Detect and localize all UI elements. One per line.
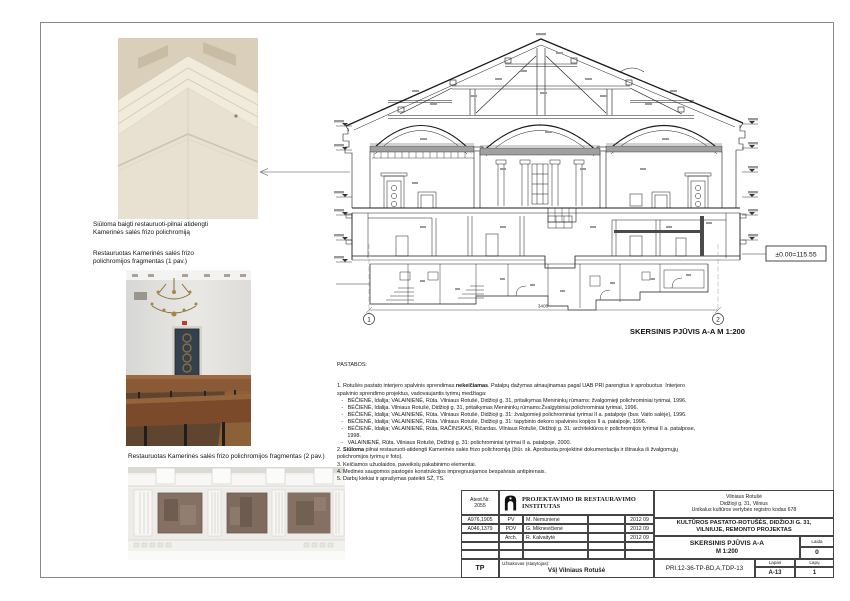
cert-3	[461, 533, 499, 542]
caption-photo-1-line1: Siūloma baigti restauruoti-pilnai atidengti	[93, 221, 209, 228]
sheet-scale: M 1:200	[715, 548, 738, 555]
note-line: polichromijos tyrimų ir foto).	[337, 454, 403, 461]
empty-row2-c4	[588, 550, 625, 559]
atest-label: Atest.Nr.	[470, 496, 490, 503]
sign-2	[588, 524, 625, 533]
object-cell	[654, 490, 834, 518]
empty-row2-c2	[499, 550, 523, 559]
name-2: G. Miknevičienė	[523, 524, 588, 533]
cert-1: A976,1905	[461, 515, 499, 524]
note-line: - BĖČIENĖ, Idalija; VALAINIENĖ, Rūta. Vilniaus Rotušė, Didžioji g. 31: žvalgomieji polichrominiai tyrimai II a. patalpoje (buv. Vaito salėje), 1996.	[337, 411, 687, 418]
object-line2: Didžioji g. 31, Vilnius	[720, 500, 768, 507]
photo-reference-arrow	[260, 169, 350, 176]
client-label: Užsakovas (statytojas):	[502, 561, 550, 566]
laida-label: Laida	[800, 536, 834, 547]
caption-photo-2-line2: polichromijos fragmentas (1 pav.)	[93, 258, 188, 265]
photo-ceiling-cornice-image	[118, 38, 258, 219]
title-block	[461, 490, 834, 578]
level-markers	[334, 118, 766, 284]
institute-name: PROJEKTAVIMO IR RESTAURAVIMO INSTITUTAS	[522, 495, 636, 510]
stage-cell: TP	[461, 559, 499, 578]
role-3: Arch.	[499, 533, 523, 542]
caption-photo-2	[93, 250, 263, 266]
client-name: VšĮ Vilniaus Rotušė	[547, 567, 606, 574]
atest-cell	[461, 490, 499, 515]
roof-outline	[346, 39, 743, 131]
project-line2: VILNIUJE, REMONTO PROJEKTAS	[696, 527, 792, 533]
note-line: 2. Siūloma pilnai restauruoti-atidengti Kamerinės salės frizo polichromiją (žiūr. sk. Aprobuota projektinė dokumentacija ir ištrauka iš žvalgomųjų	[337, 447, 678, 454]
dimension-marks	[412, 33, 712, 292]
doc-number: PRI.12-36-TP-BD,A,TDP-13	[654, 559, 755, 578]
lapas-value: A-13	[755, 567, 795, 578]
note-line: - BĖČIENĖ, Idalija; VALAINIENĖ, Rūta. Vilniaus Rotušė, Didžioji g. 31, pritaikymas Menininkų rūmams: žvalgomieji polichrominiai tyrimai, 1996.	[337, 397, 687, 404]
date-2: 2012 09	[625, 524, 654, 533]
role-2: PDV	[499, 524, 523, 533]
notes-lines	[337, 383, 745, 482]
date-3: 2012 09	[625, 533, 654, 542]
lapu-label: Lapų	[795, 559, 834, 567]
grid-axis-1-label: 1	[367, 316, 371, 324]
first-floor	[346, 213, 746, 268]
caption-photo-2-line1: Restauruotas Kamerinės salės frizo	[93, 250, 194, 257]
empty-row2-c3	[523, 550, 588, 559]
date-1: 2012 09	[625, 515, 654, 524]
hall-interiors	[381, 160, 711, 208]
note-line: 3. Keičiamos užuolaidos, paveikslų pakabinimo elementai.	[337, 461, 477, 468]
project-line1: KULTŪROS PASTATO-ROTUŠĖS, DIDŽIOJI G. 31,	[676, 520, 812, 527]
photo-frieze-panels	[128, 467, 345, 560]
empty-row1-c5	[625, 542, 654, 550]
level-mark-text: ±0.00=115.55	[775, 251, 817, 259]
empty-row1-c1	[461, 542, 499, 550]
object-line1: Vilniaus Rotušė	[726, 494, 762, 501]
empty-row2-c1	[461, 550, 499, 559]
note-line: 1998.	[337, 433, 361, 440]
name-1: M. Nemunienė	[523, 515, 588, 524]
dentil-row	[372, 152, 474, 158]
note-line: 5. Darbų kiekiai ir aprašymas pateikti SŽ, TS.	[337, 475, 445, 482]
name-3: R. Kalvaitytė	[523, 533, 588, 542]
sheet-name: SKERSINIS PJŪVIS A-A	[689, 539, 765, 547]
institute-logo-icon	[503, 494, 518, 512]
empty-row1-c3	[523, 542, 588, 550]
caption-photo-3-line: Restauruotas Kamerinės salės frizo polichromijos fragmentas (2 pav.)	[128, 453, 325, 460]
sign-1	[588, 515, 625, 524]
notes-block	[337, 348, 745, 490]
caption-photo-1	[93, 221, 263, 237]
note-line: 4. Medinės saugomos pastogės konstrukcijos impregnuojamos bespalviais antipirenais.	[337, 468, 546, 475]
section-caption: SKERSINIS PJŪVIS A-A M 1:200	[629, 327, 745, 336]
lapas-label: Lapas	[755, 559, 795, 567]
empty-row1-c4	[588, 542, 625, 550]
photo-frieze-panels-image	[128, 467, 345, 560]
note-line: - BĖČIENĖ, Idalija. Vilniaus Rotušė, Didžioji g. 31, pritaikymas Menininkų rūmams:Žvalgybiniai polichrominiai tyrimai, 1996.	[337, 404, 638, 411]
cert-2: A046,1379	[461, 524, 499, 533]
photo-hall-interior	[126, 270, 251, 446]
note-line: - BĖČIENĖ, Idalija; VALAINIENĖ, Rūta. Vilniaus Rotušė, Didžioji g. 31: tapybinio dekoro spalvinės kopijos II a. patalpoje, 1996.	[337, 418, 647, 425]
role-1: PV	[499, 515, 523, 524]
note-line: 1. Rotušės pastato interjero spalvinis sprendimas nekeičiamas. Patalpų dažymas atnaujinamas pagal UAB PRI parengtus ir aprobuotus Interjero	[337, 383, 685, 390]
grid-axis-2-label: 2	[716, 316, 720, 324]
notes-title: PASTABOS:	[337, 362, 367, 369]
laida-value: 0	[800, 547, 834, 559]
sheet-name-cell	[654, 536, 800, 559]
institute-cell	[499, 490, 654, 515]
note-line: - VALAINIENĖ, Rūta. Vilniaus Rotušė, Didžioji g. 31: polichrominiai tyrimai II a. patalpoje, 2000.	[337, 440, 572, 447]
dimension-total-label: 3408	[537, 303, 549, 309]
empty-row2-c5	[625, 550, 654, 559]
sign-3	[588, 533, 625, 542]
photo-hall-interior-image	[126, 270, 251, 446]
client-cell	[499, 559, 654, 578]
empty-row1-c2	[499, 542, 523, 550]
upper-walls	[343, 125, 745, 208]
atest-value: 2055	[474, 502, 486, 509]
note-line: - BĖČIENĖ, Idalija; VALAINIENĖ, Rūta, RAČINSKAS, Ričardas. Vilniaus Rotušė, Didžioji g. 31: architektūros ir polichromijos tyrimai II a. patalpose,	[337, 426, 696, 433]
section-drawing	[250, 20, 850, 340]
project-name-cell	[654, 518, 834, 536]
note-line: spalvinio sprendimo projektus, vadovaujantis tyrimų medžiaga:	[337, 390, 487, 397]
caption-photo-1-line2: Kamerinės salės frizo polichromiją	[93, 229, 190, 236]
lapu-value: 1	[795, 567, 834, 578]
object-line3: Unikalus kultūros vertybės registro kodas 678	[691, 507, 797, 514]
photo-ceiling-cornice	[118, 38, 258, 219]
